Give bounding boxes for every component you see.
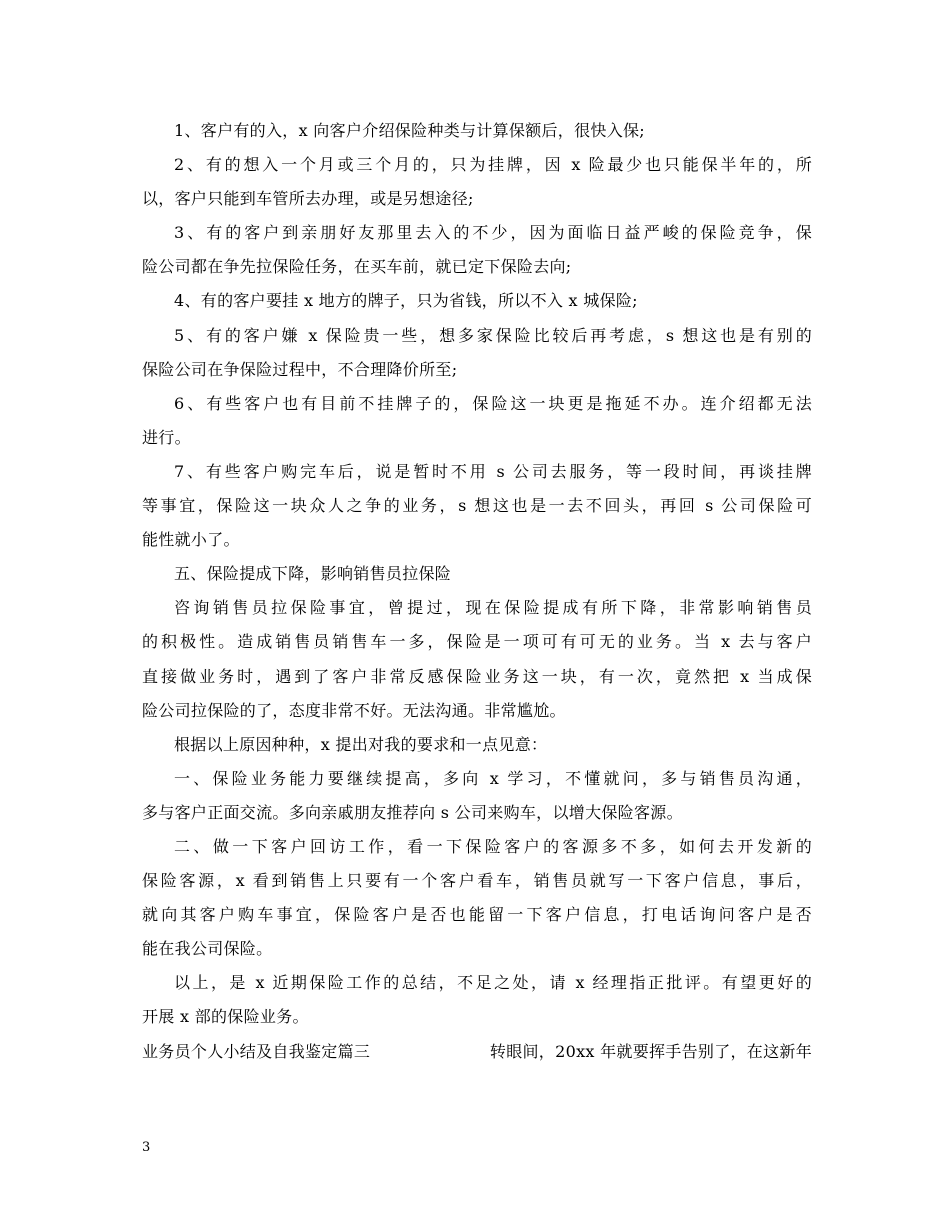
text-line: 开展 x 部的保险业务。 (142, 1007, 309, 1027)
section-title: 业务员个人小结及自我鉴定篇三 (142, 1041, 371, 1061)
text-line: 的积极性。造成销售员销售车一多，保险是一项可有可无的业务。当 x 去与客户 (142, 632, 812, 652)
text-line: 就向其客户购车事宜，保险客户是否也能留一下客户信息，打电话询问客户是否 (142, 905, 812, 925)
text-line: 4、有的客户要挂 x 地方的牌子，只为省钱，所以不入 x 城保险; (174, 291, 638, 311)
text-line: 7、有些客户购完车后，说是暂时不用 s 公司去服务，等一段时间，再谈挂牌 (174, 461, 812, 481)
text-line: 一、保险业务能力要继续提高，多向 x 学习，不懂就问，多与销售员沟通， (174, 768, 812, 788)
text-line: 保险公司在争保险过程中，不合理降价所至; (142, 359, 458, 379)
text-line: 1、客户有的入，x 向客户介绍保险种类与计算保额后，很快入保; (174, 121, 645, 140)
text-line: 能性就小了。 (142, 530, 240, 550)
text-line: 直接做业务时，遇到了客户非常反感保险业务这一块，有一次，竟然把 x 当成保 (142, 666, 812, 686)
text-line: 二、做一下客户回访工作，看一下保险客户的客源多不多，如何去开发新的 (174, 836, 812, 856)
text-line: 保险客源，x 看到销售上只要有一个客户看车，销售员就写一下客户信息，事后， (142, 871, 812, 891)
section-first-sentence: 转眼间，20xx 年就要挥手告别了，在这新年 (489, 1041, 812, 1061)
page-number: 3 (142, 1140, 151, 1155)
document-body (142, 114, 812, 1069)
text-line: 多与客户正面交流。多向亲戚朋友推荐向 s 公司来购车，以增大保险客源。 (142, 802, 683, 822)
text-line: 五、保险提成下降，影响销售员拉保险 (174, 564, 452, 584)
text-line: 2、有的想入一个月或三个月的，只为挂牌，因 x 险最少也只能保半年的，所 (174, 155, 812, 175)
text-line: 根据以上原因种种，x 提出对我的要求和一点见意： (174, 734, 548, 754)
text-line: 险公司都在争先拉保险任务，在买车前，就已定下保险去向; (142, 257, 572, 277)
text-line: 能在我公司保险。 (142, 939, 273, 959)
section-heading-line (142, 1035, 812, 1069)
text-line: 险公司拉保险的了，态度非常不好。无法沟通。非常尴尬。 (142, 700, 566, 720)
text-line: 5、有的客户嫌 x 保险贵一些，想多家保险比较后再考虑，s 想这也是有别的 (174, 325, 812, 345)
text-line: 咨询销售员拉保险事宜，曾提过，现在保险提成有所下降，非常影响销售员 (174, 598, 812, 618)
text-line: 3、有的客户到亲朋好友那里去入的不少，因为面临日益严峻的保险竞争，保 (174, 223, 812, 243)
text-line: 6、有些客户也有目前不挂牌子的，保险这一块更是拖延不办。连介绍都无法 (174, 393, 812, 413)
text-line: 以，客户只能到车管所去办理，或是另想途径; (142, 189, 474, 209)
text-line: 进行。 (142, 427, 191, 447)
text-line: 以上，是 x 近期保险工作的总结，不足之处，请 x 经理指正批评。有望更好的 (174, 973, 812, 993)
text-line: 等事宜，保险这一块众人之争的业务，s 想这也是一去不回头，再回 s 公司保险可 (142, 496, 812, 516)
